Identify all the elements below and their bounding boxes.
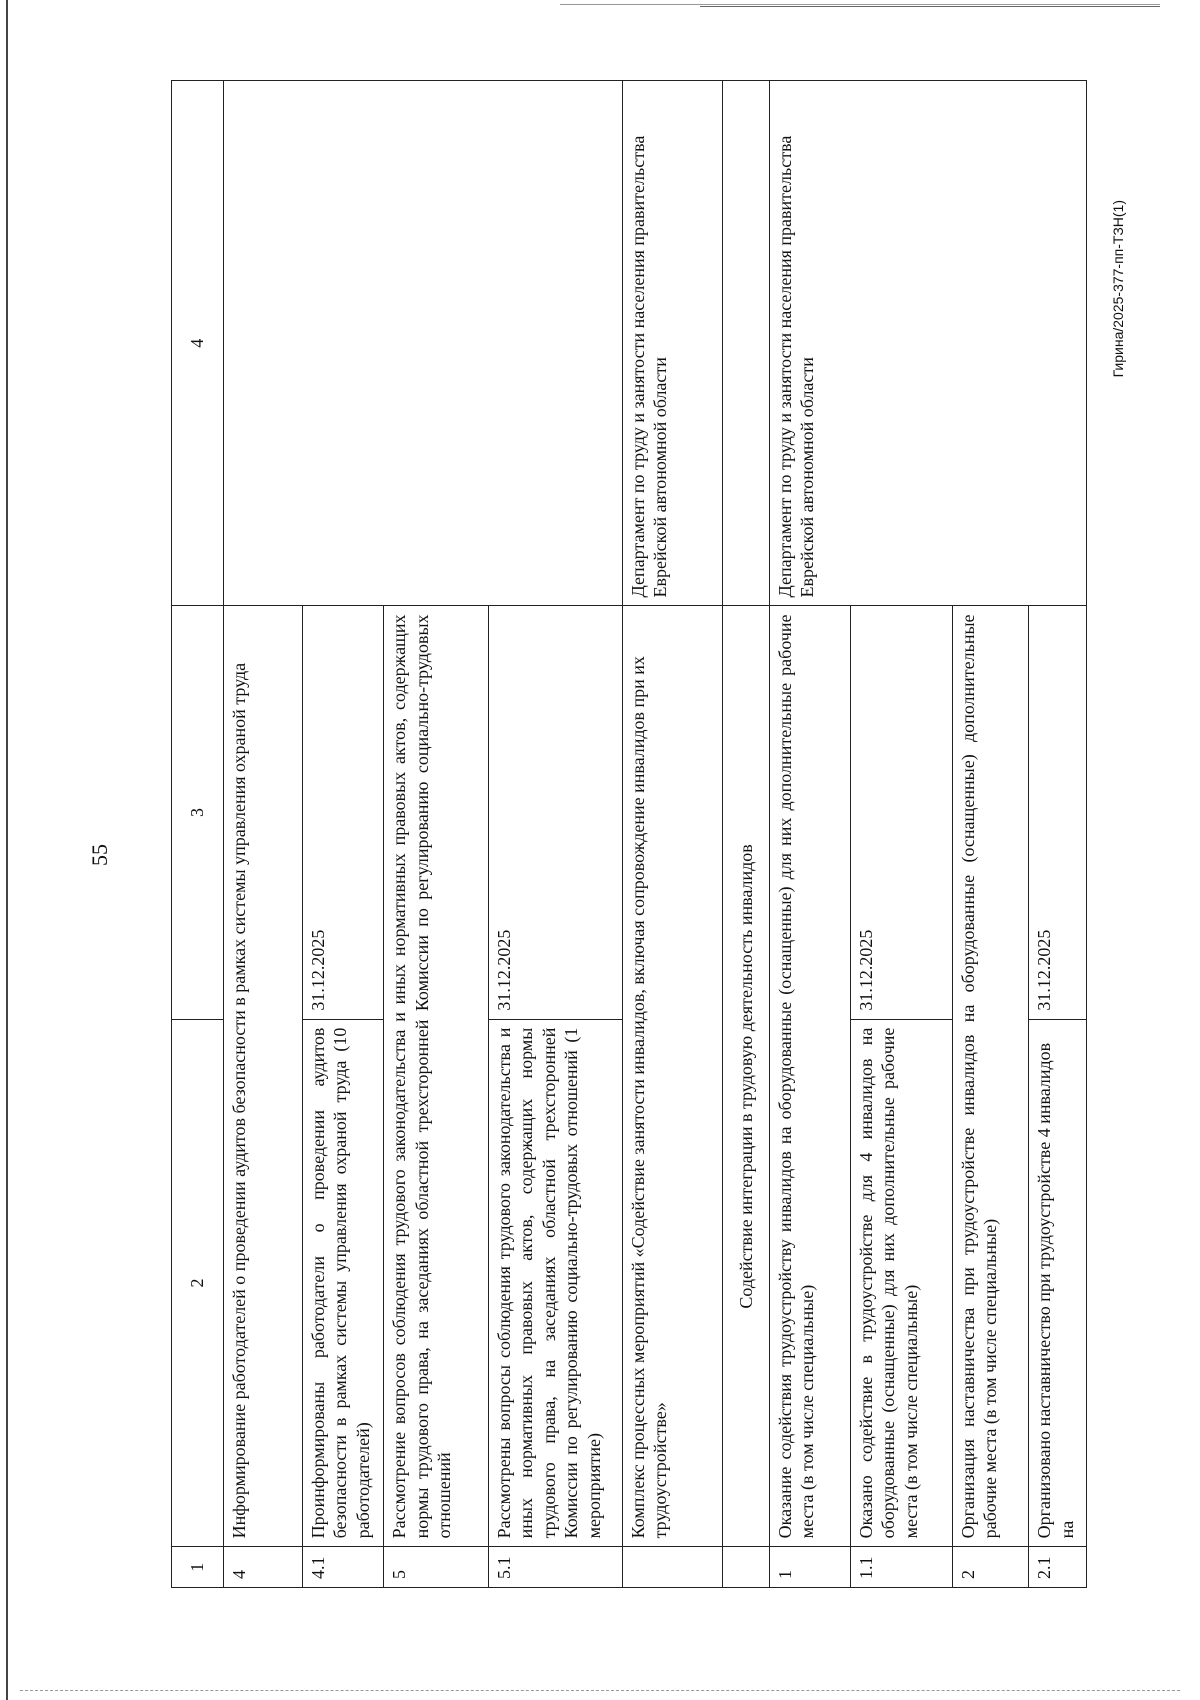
complex-responsible: Департамент по труду и занятости населения правительства Еврейской автономной области — [622, 81, 722, 606]
measure-text: Организация наставничества при трудоустройстве инвалидов на оборудованные (оснащенные) дополнительные рабочие места (в том числе специальные) — [952, 606, 1029, 1547]
responsible-cell — [224, 81, 623, 606]
row-number-empty — [722, 1547, 769, 1588]
complex-row — [622, 81, 722, 1588]
page-number: 55 — [87, 844, 112, 866]
deadline-date: 31.12.2025 — [488, 606, 622, 1019]
row-number: 4.1 — [302, 1547, 383, 1588]
table-row — [224, 81, 303, 1588]
deadline-date: 31.12.2025 — [302, 606, 383, 1019]
section-responsible-empty — [722, 81, 769, 606]
scan-edge-top — [560, 4, 1160, 5]
header-row — [172, 81, 224, 1588]
row-number: 2.1 — [1029, 1547, 1087, 1588]
measure-text: Рассмотрение вопросов соблюдения трудового законодательства и иных нормативных правовых актов, содержащих нормы трудового права, на заседаниях областной трехсторонней Комиссии по регулированию социально-трудовых отношений — [384, 606, 488, 1547]
scan-edge-bottom — [20, 1690, 1180, 1692]
row-number: 5 — [384, 1547, 488, 1588]
measures-table — [171, 80, 1087, 1588]
measure-text: Проинформированы работодатели о проведении аудитов безопасности в рамках системы управления охраной труда (10 работодателей) — [302, 1019, 383, 1547]
rotated-table-container — [171, 80, 1087, 1588]
header-col-4: 4 — [172, 81, 224, 606]
deadline-date: 31.12.2025 — [850, 606, 952, 1019]
header-col-3: 3 — [172, 606, 224, 1019]
row-number: 1 — [769, 1547, 850, 1588]
measure-text: Рассмотрены вопросы соблюдения трудового законодательства и иных нормативных правовых актов, содержащих нормы трудового права, на заседаниях областной трехсторонней Комиссии по регулированию социально-трудовых отношений (1 мероприятие) — [488, 1019, 622, 1547]
measure-text: Оказание содействия трудоустройству инвалидов на оборудованные (оснащенные) для них дополнительные рабочие места (в том числе специальные) — [769, 606, 850, 1547]
complex-title: Комплекс процессных мероприятий «Содействие занятости инвалидов, включая сопровождение инвалидов при их трудоустройстве» — [622, 606, 722, 1547]
footer-document-code: Гирина/2025-377-пп-ТЗН(1) — [1110, 200, 1126, 378]
measure-text: Организовано наставничество при трудоустройстве 4 инвалидов на — [1029, 1019, 1087, 1547]
row-number-empty — [622, 1547, 722, 1588]
deadline-date: 31.12.2025 — [1029, 606, 1087, 1019]
scan-edge-left — [6, 0, 8, 1700]
measure-text: Информирование работодателей о проведении аудитов безопасности в рамках системы управления охраной труда — [224, 606, 303, 1547]
section-row — [722, 81, 769, 1588]
responsible-cell: Департамент по труду и занятости населения правительства Еврейской автономной области — [769, 81, 1086, 606]
row-number: 2 — [952, 1547, 1029, 1588]
header-col-2: 2 — [172, 1019, 224, 1547]
row-number: 5.1 — [488, 1547, 622, 1588]
table-row — [769, 81, 850, 1588]
row-number: 4 — [224, 1547, 303, 1588]
measure-text: Оказано содействие в трудоустройстве для 4 инвалидов на оборудованные (оснащенные) для них дополнительные рабочие места (в том числе специальные) — [850, 1019, 952, 1547]
scan-edge-top-secondary — [700, 6, 1160, 7]
section-title: Содействие интеграции в трудовую деятельность инвалидов — [722, 606, 769, 1547]
row-number: 1.1 — [850, 1547, 952, 1588]
header-col-1: 1 — [172, 1547, 224, 1588]
